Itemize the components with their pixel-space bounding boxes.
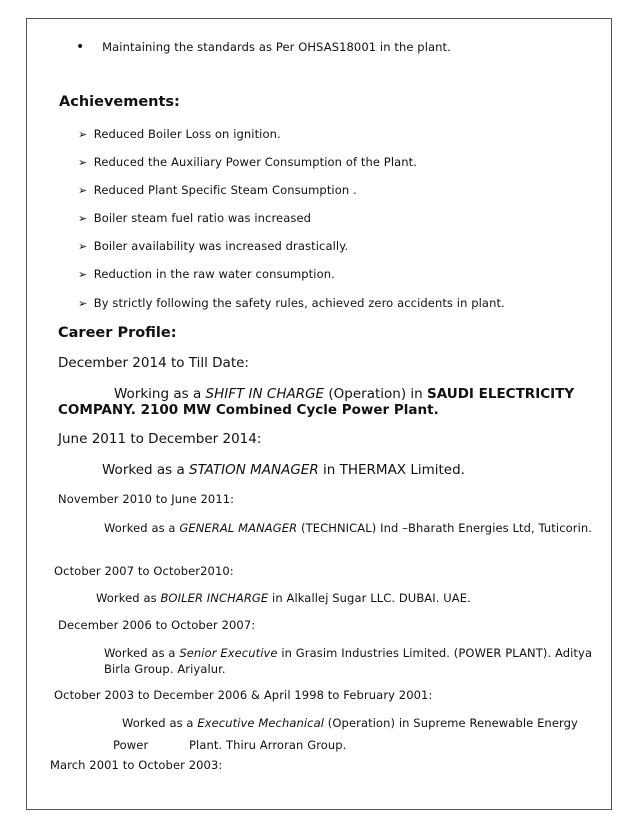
arrow-bullet-icon: ➢ <box>78 268 88 281</box>
career-description: Worked as a Executive Mechanical (Operation) in Supreme Renewable Energy <box>122 716 578 730</box>
career-period: December 2014 to Till Date: <box>58 355 249 371</box>
achievement-item: ➢ By strictly following the safety rules, achieved zero accidents in plant. <box>78 296 505 310</box>
list-item-text: Maintaining the standards as Per OHSAS18001 in the plant. <box>102 40 451 54</box>
career-description-line: Birla Group. Ariyalur. <box>104 662 226 676</box>
arrow-bullet-icon: ➢ <box>78 156 88 169</box>
career-period: March 2001 to October 2003: <box>50 758 223 772</box>
achievement-item: ➢ Reduced Plant Specific Steam Consumption . <box>78 183 357 197</box>
career-description: Worked as BOILER INCHARGE in Alkallej Sugar LLC. DUBAI. UAE. <box>96 591 471 605</box>
achievement-item: ➢ Reduction in the raw water consumption. <box>78 267 335 281</box>
career-period: October 2007 to October2010: <box>54 564 234 578</box>
job-title: Senior Executive <box>179 646 278 660</box>
career-description: Worked as a Senior Executive in Grasim Industries Limited. (POWER PLANT). Aditya <box>104 646 593 660</box>
achievement-item: ➢ Reduced Boiler Loss on ignition. <box>78 127 281 141</box>
job-title: SHIFT IN CHARGE <box>205 386 325 402</box>
job-title: GENERAL MANAGER <box>179 521 298 535</box>
company-name: SAUDI ELECTRICITY <box>426 386 575 402</box>
arrow-bullet-icon: ➢ <box>78 212 88 225</box>
company-name: COMPANY. 2100 MW Combined Cycle Power Plant. <box>58 402 439 418</box>
career-period: October 2003 to December 2006 & April 1998 to February 2001: <box>54 688 433 702</box>
career-description-line: Plant. Thiru Arroran Group. <box>189 738 347 752</box>
career-description: Worked as a GENERAL MANAGER (TECHNICAL) Ind –Bharath Energies Ltd, Tuticorin. <box>104 521 593 535</box>
achievement-item: ➢ Boiler steam fuel ratio was increased <box>78 211 312 225</box>
section-heading-career: Career Profile: <box>58 325 177 341</box>
job-title: Executive Mechanical <box>197 716 325 730</box>
job-title: BOILER INCHARGE <box>160 591 269 605</box>
career-period: June 2011 to December 2014: <box>58 431 262 447</box>
career-description: Worked as a STATION MANAGER in THERMAX Limited. <box>102 462 465 478</box>
career-period: November 2010 to June 2011: <box>58 492 235 506</box>
arrow-bullet-icon: ➢ <box>78 240 88 253</box>
section-heading-achievements: Achievements: <box>59 94 180 110</box>
achievement-item: ➢ Reduced the Auxiliary Power Consumption of the Plant. <box>78 155 418 169</box>
bullet-icon: • <box>76 39 85 55</box>
career-description: Working as a SHIFT IN CHARGE (Operation) in SAUDI ELECTRICITY <box>114 386 575 402</box>
list-item <box>76 39 451 55</box>
arrow-bullet-icon: ➢ <box>78 297 88 310</box>
career-period: December 2006 to October 2007: <box>58 618 256 632</box>
arrow-bullet-icon: ➢ <box>78 128 88 141</box>
job-title: STATION MANAGER <box>189 462 319 478</box>
arrow-bullet-icon: ➢ <box>78 184 88 197</box>
career-description-line: Power <box>113 738 149 752</box>
achievement-item: ➢ Boiler availability was increased drastically. <box>78 239 349 253</box>
